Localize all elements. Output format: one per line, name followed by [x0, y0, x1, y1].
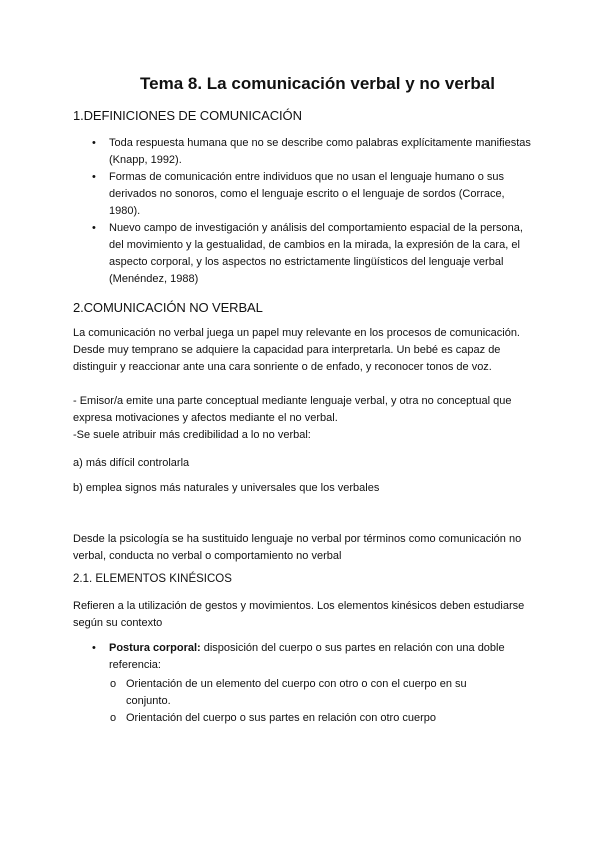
sub-list-item: Orientación del cuerpo o sus partes en relación con otro cuerpo	[126, 712, 437, 724]
section-heading-no-verbal: 2.COMUNICACIÓN NO VERBAL	[73, 300, 263, 315]
paragraph: - Emisor/a emite una parte conceptual mediante lenguaje verbal, y otra no conceptual que expresa motivaciones y afectos mediante el no verbal.	[73, 395, 512, 424]
section-heading-definiciones: 1.DEFINICIONES DE COMUNICACIÓN	[73, 108, 302, 123]
list-item: b) emplea signos más naturales y universales que los verbales	[73, 482, 380, 494]
paragraph: La comunicación no verbal juega un papel muy relevante en los procesos de comunicación. Desde muy temprano se adquiere la capacidad para interpretarla. Un bebé es capaz de distinguir y reaccionar ante una cara sonriente o de enfado, y reconocer tonos de voz.	[73, 327, 520, 373]
bullet-icon: •	[92, 171, 96, 183]
bullet-icon: •	[92, 137, 96, 149]
subsection-heading-kinesicos: 2.1. ELEMENTOS KINÉSICOS	[73, 573, 232, 585]
bullet-icon: •	[92, 642, 96, 654]
page-title: Tema 8. La comunicación verbal y no verbal	[140, 74, 495, 93]
sub-bullet-icon: o	[110, 678, 117, 690]
term-definition: disposición del cuerpo o sus partes en relación con una doble referencia:	[109, 642, 505, 671]
paragraph: Desde la psicología se ha sustituido lenguaje no verbal por términos como comunicación no verbal, conducta no verbal o comportamiento no verbal	[73, 533, 522, 562]
list-item: a) más difícil controlarla	[73, 457, 190, 469]
definition-item: Nuevo campo de investigación y análisis del comportamiento espacial de la persona, del movimiento y la gestualidad, de cambios en la mirada, la expresión de la cara, el aspecto corporal, y los aspectos no estrictamente lingüísticos del lenguaje verbal (Menéndez, 1988)	[109, 222, 523, 285]
sub-list-item: Orientación de un elemento del cuerpo con otro o con el cuerpo en su conjunto.	[126, 678, 467, 707]
paragraph: -Se suele atribuir más credibilidad a lo no verbal:	[73, 429, 311, 441]
paragraph: Refieren a la utilización de gestos y movimientos. Los elementos kinésicos deben estudiarse según su contexto	[73, 600, 525, 629]
sub-bullet-icon: o	[110, 712, 117, 724]
list-item	[109, 640, 534, 674]
term-label: Postura corporal:	[109, 642, 201, 654]
definition-item: Toda respuesta humana que no se describe como palabras explícitamente manifiestas (Knapp, 1992).	[109, 137, 531, 166]
definition-item: Formas de comunicación entre individuos que no usan el lenguaje humano o sus derivados no sonoros, como el lenguaje escrito o el lenguaje de sordos (Corrace, 1980).	[109, 171, 505, 217]
bullet-icon: •	[92, 222, 96, 234]
